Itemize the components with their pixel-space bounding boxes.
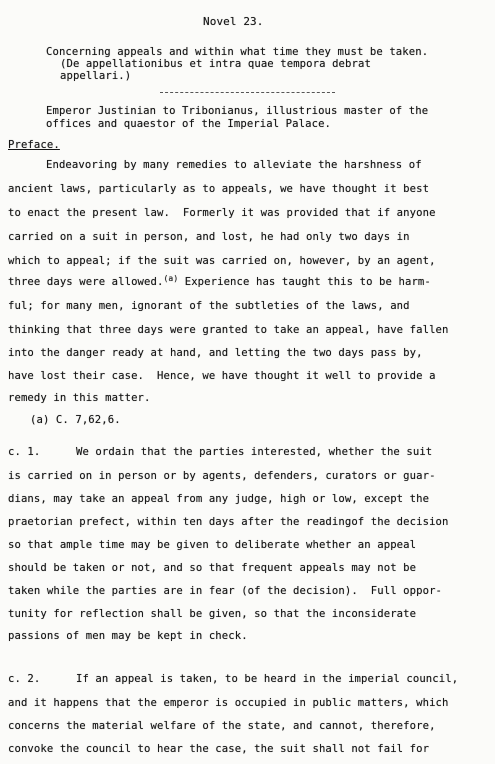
c1-line: tunity for reflection shall be given, so that the inconsiderate	[8, 608, 417, 620]
preface-line: which to appeal; if the suit was carried on, however, by an agent,	[8, 255, 436, 267]
c2-line: If an appeal is taken, to be heard in the imperial council,	[76, 673, 459, 685]
preface-line: Endeavoring by many remedies to alleviate the harshness of	[46, 159, 422, 171]
c1-line: We ordain that the parties interested, whether the suit	[76, 446, 433, 458]
preface-line: into the danger ready at hand, and letting the two days pass by,	[8, 347, 423, 359]
c1-line: taken while the parties are in fear (of the decision). Full oppor-	[8, 585, 443, 597]
preface-line: ancient laws, particularly as to appeals, we have thought it best	[8, 183, 430, 195]
c1-line: praetorian prefect, within ten days after the readingof the decision	[8, 516, 449, 528]
preface-line: ful; for many men, ignorant of the subtleties of the laws, and	[8, 300, 410, 312]
c1-line: so that ample time may be given to deliberate whether an appeal	[8, 539, 417, 551]
c2-line: and it happens that the emperor is occupied in public matters, which	[8, 697, 449, 709]
footnote: (a) C. 7,62,6.	[30, 414, 121, 426]
preface-heading: Preface.	[8, 139, 60, 151]
section-label-c2: c. 2.	[8, 673, 41, 685]
footnote-marker: (a)	[163, 274, 179, 283]
c1-line: dians, may take an appeal from any judge, high or low, except the	[8, 493, 430, 505]
preface-line: remedy in this matter.	[8, 392, 151, 404]
preface-text: three days were allowed.	[8, 276, 164, 288]
c1-line: should be taken or not, and so that frequent appeals may not be	[8, 562, 417, 574]
address-line-1: Emperor Justinian to Tribonianus, illustrious master of the	[46, 105, 429, 117]
preface-line: have lost their case. Hence, we have thought it well to provide a	[8, 370, 436, 382]
c1-line: is carried on in person or by agents, defenders, curators or guar-	[8, 470, 436, 482]
c1-line: passions of men may be kept in check.	[8, 630, 248, 642]
c2-line: concerns the material welfare of the state, and cannot, therefore,	[8, 720, 436, 732]
subtitle-line-3: appellari.)	[60, 70, 132, 82]
preface-text: Experience has taught this to be harm-	[178, 276, 431, 288]
section-label-c1: c. 1.	[8, 446, 41, 458]
subtitle-line-1: Concerning appeals and within what time they must be taken.	[46, 46, 429, 58]
divider-rule	[160, 92, 335, 93]
preface-line	[8, 276, 431, 289]
preface-line: carried on a suit in person, and lost, he had only two days in	[8, 231, 410, 243]
preface-line: thinking that three days were granted to take an appeal, have fallen	[8, 324, 449, 336]
preface-line: to enact the present law. Formerly it was provided that if anyone	[8, 207, 436, 219]
c2-line: convoke the council to hear the case, the suit shall not fail for	[8, 743, 430, 755]
address-line-2: offices and quaestor of the Imperial Palace.	[46, 118, 332, 130]
subtitle-line-2: (De appellationibus et intra quae tempora debrat	[60, 58, 371, 70]
novel-title: Novel 23.	[203, 15, 264, 28]
